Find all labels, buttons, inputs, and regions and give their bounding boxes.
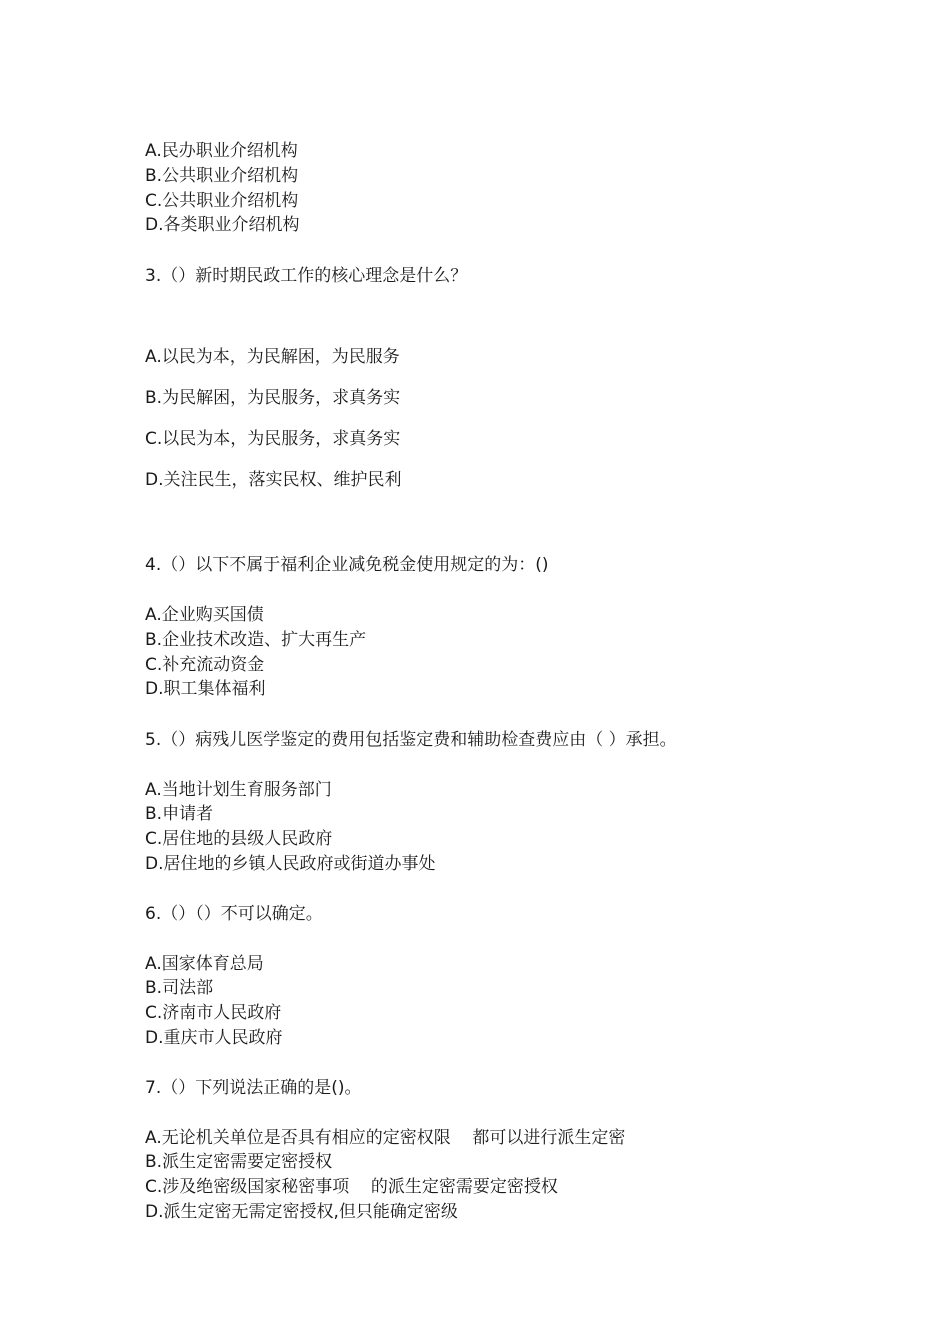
q4-option-d: D.职工集体福利 (145, 679, 266, 699)
q6-question: 6.（）（）不可以确定。 (145, 904, 323, 924)
q7-question: 7.（）下列说法正确的是()。 (145, 1078, 362, 1098)
q7-option-a: A.无论机关单位是否具有相应的定密权限 都可以进行派生定密 (145, 1128, 626, 1148)
q7-option-d: D.派生定密无需定密授权,但只能确定密级 (145, 1202, 458, 1222)
q3-question: 3.（）新时期民政工作的核心理念是什么？ (145, 266, 468, 286)
q5-option-d: D.居住地的乡镇人民政府或街道办事处 (145, 854, 436, 874)
q5-question: 5.（）病残儿医学鉴定的费用包括鉴定费和辅助检查费应由（ ）承担。 (145, 730, 677, 750)
q4-question: 4.（）以下不属于福利企业减免税金使用规定的为：() (145, 555, 549, 575)
q6-option-d: D.重庆市人民政府 (145, 1028, 283, 1048)
q6-option-c: C.济南市人民政府 (145, 1003, 282, 1023)
q2-option-a: A.民办职业介绍机构 (145, 141, 298, 161)
q4-option-a: A.企业购买国债 (145, 605, 264, 625)
q4-option-c: C.补充流动资金 (145, 655, 265, 675)
q6-option-a: A.国家体育总局 (145, 954, 264, 974)
q5-option-a: A.当地计划生育服务部门 (145, 780, 332, 800)
q4-option-b: B.企业技术改造、扩大再生产 (145, 630, 367, 650)
q5-option-b: B.申请者 (145, 804, 214, 824)
q2-option-b: B.公共职业介绍机构 (145, 166, 299, 186)
q2-option-d: D.各类职业介绍机构 (145, 215, 300, 235)
q3-option-d: D.关注民生，落实民权、维护民利 (145, 470, 402, 490)
q3-option-b: B.为民解困，为民服务，求真务实 (145, 388, 401, 408)
q2-option-c: C.公共职业介绍机构 (145, 191, 299, 211)
q7-option-b: B.派生定密需要定密授权 (145, 1152, 333, 1172)
q3-option-a: A.以民为本，为民解困，为民服务 (145, 347, 400, 367)
q3-option-c: C.以民为本，为民服务，求真务实 (145, 429, 401, 449)
q5-option-c: C.居住地的县级人民政府 (145, 829, 333, 849)
q7-option-c: C.涉及绝密级国家秘密事项 的派生定密需要定密授权 (145, 1177, 558, 1197)
q6-option-b: B.司法部 (145, 978, 214, 998)
